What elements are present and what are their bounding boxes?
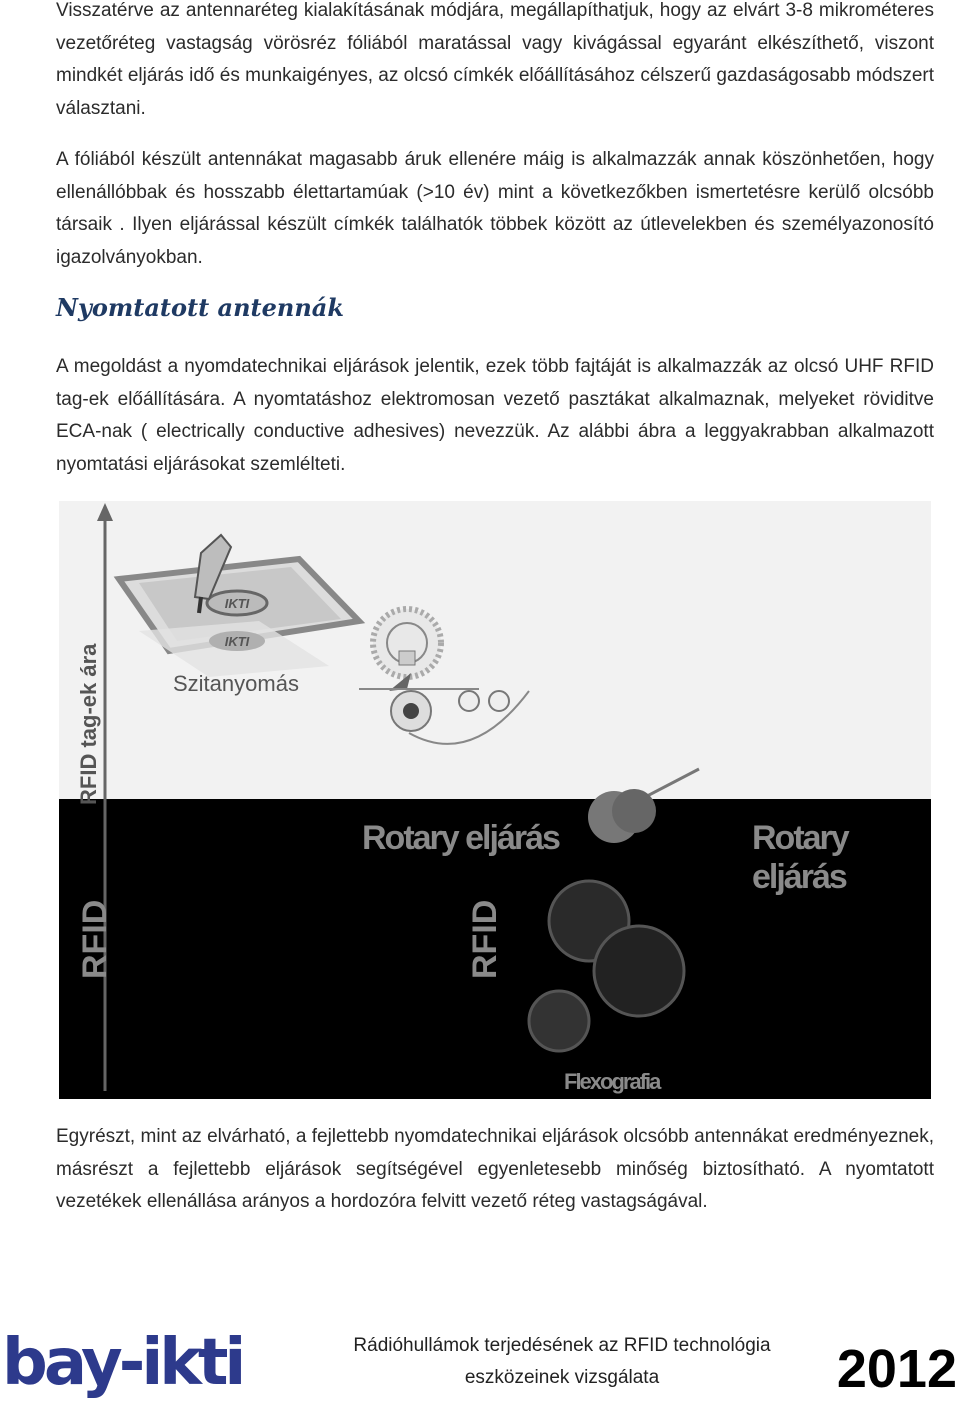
price-axis-arrowhead	[97, 503, 113, 521]
flexography-label: Flexografia	[564, 1069, 660, 1094]
section-heading: Nyomtatott antennák	[56, 293, 344, 322]
rotary-label-1: Rotary eljárás	[362, 819, 559, 857]
guide-roller-2	[489, 691, 509, 711]
bay-ikti-logo	[2, 1328, 282, 1398]
footer-title-line2: eszközeinek vizsgálata	[464, 1367, 660, 1388]
price-axis-label: RFID tag-ek ára	[76, 643, 101, 805]
impression-roller-hub	[403, 703, 419, 719]
logo-text: bay-ikti	[2, 1328, 243, 1398]
footer-title-line1: Rádióhullámok terjedésének az RFID technológia	[353, 1335, 771, 1356]
squeegee-blade	[199, 597, 201, 613]
gear-roller	[373, 609, 441, 677]
footer-year: 2012	[836, 1339, 957, 1399]
paragraph-conclusion: Egyrészt, mint az elvárható, a fejlettebb nyomdatechnikai eljárások olcsóbb antennákat eredményeznek, másrészt a fejlettebb eljárások segítségével egyenletesebb minőség biztosítható. A nyomtatott vezetékek ellenállása arányos a hordozóra felvitt vezető réteg vastagságával.	[56, 1126, 934, 1212]
paragraph-foil-antennas: A fóliából készült antennákat magasabb áruk ellenére máig is alkalmazzák annak köszönhetően, hogy ellenállóbbak és hosszabb élettartamúak (>10 év) mint a következőkben ismertetésre kerülő olcsóbb társaik . Ilyen eljárással készült címkék találhatók többek között az útlevelekben és személyazonosító igazolványokban.	[56, 149, 934, 268]
paragraph-printing-methods: A megoldást a nyomdatechnikai eljárások jelentik, ezek több fajtáját is alkalmazzák az olcsó UHF RFID tag-ek előállítására. A nyomtatáshoz elektromosan vezető pasztákat alkalmaznak, melyeket röviditve ECA-nak ( electrically conductive adhesives) nevezzük. Az alábbi ábra a leggyakrabban alkalmazott nyomtatási eljárásokat szemlélteti.	[56, 356, 934, 475]
guide-roller-1	[459, 691, 479, 711]
printing-methods-figure	[59, 501, 931, 1099]
rotary-label-2: Rotary eljárás	[752, 819, 848, 896]
stamp-label-1: IKTI	[224, 596, 250, 611]
figure-illustration	[59, 501, 931, 1099]
stamp-label-2: IKTI	[224, 634, 250, 649]
price-axis-label-dark-2: RFID	[466, 899, 504, 979]
dark-cylinder-3	[529, 991, 589, 1051]
paragraph-intro: Visszatérve az antennaréteg kialakításának módjára, megállapíthatjuk, hogy az elvárt 3-8 mikrométeres vezetőréteg vastagság vörösréz fóliából maratással vagy kivágással egyaránt elkészíthető, viszont mindkét eljárás idő és munkaigényes, az olcsó címkék előállításához célszerű gazdaságosabb módszert választani.	[56, 0, 934, 119]
screen-printing-label: Szitanyomás	[173, 671, 299, 696]
price-axis-label-dark-1: RFID	[76, 899, 114, 979]
dark-cylinder-2	[594, 926, 684, 1016]
dark-roller-2	[612, 789, 656, 833]
roller-block	[399, 651, 415, 665]
